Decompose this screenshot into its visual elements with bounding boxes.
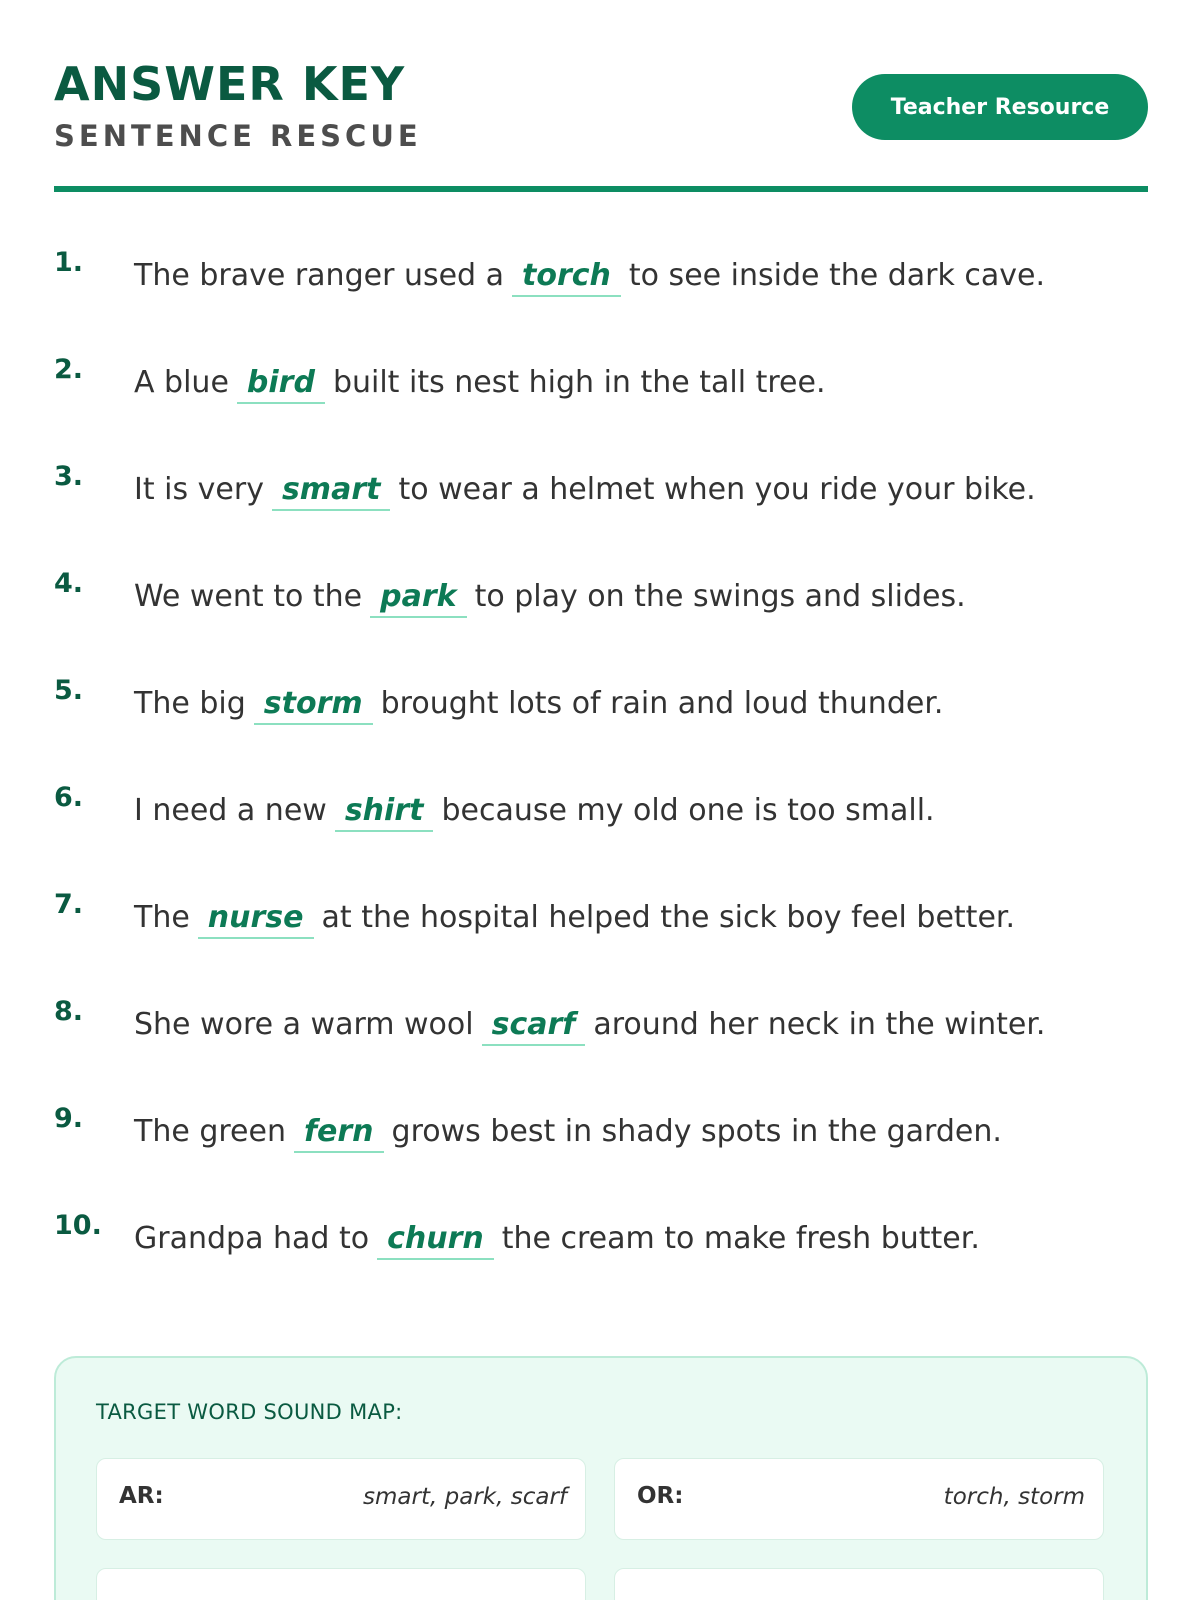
sentence-after: to see inside the dark cave. bbox=[628, 258, 1046, 293]
answer-blank: storm bbox=[254, 685, 373, 725]
sentence-before: The big bbox=[134, 686, 246, 721]
sentence-after: because my old one is too small. bbox=[441, 793, 935, 828]
answer-blank: nurse bbox=[198, 899, 314, 939]
sentence-after: brought lots of rain and loud thunder. bbox=[380, 686, 944, 721]
question-number: 2. bbox=[54, 354, 84, 385]
answer-blank: scarf bbox=[482, 1006, 586, 1046]
sentence-after: to play on the swings and slides. bbox=[474, 579, 966, 614]
question-item bbox=[54, 353, 1148, 460]
sound-group-card bbox=[96, 1458, 586, 1540]
sentence-before: A blue bbox=[134, 365, 229, 400]
sound-group-words: smart, park, scarf bbox=[363, 1484, 567, 1510]
question-item bbox=[54, 460, 1148, 567]
sentence-before: I need a new bbox=[134, 793, 327, 828]
question-sentence bbox=[134, 1005, 1045, 1046]
sound-group-card bbox=[614, 1458, 1104, 1540]
sentence-before: Grandpa had to bbox=[134, 1221, 370, 1256]
sound-map-panel bbox=[54, 1356, 1148, 1600]
question-number: 7. bbox=[54, 889, 84, 920]
sentence-before: We went to the bbox=[134, 579, 363, 614]
answer-key-page bbox=[54, 0, 1148, 1600]
question-item bbox=[54, 674, 1148, 781]
page-subtitle: SENTENCE RESCUE bbox=[54, 119, 422, 153]
sound-group-words: torch, storm bbox=[943, 1484, 1085, 1510]
sentence-after: the cream to make fresh butter. bbox=[501, 1221, 980, 1256]
question-number: 10. bbox=[54, 1210, 102, 1241]
question-sentence bbox=[134, 256, 1045, 297]
question-item bbox=[54, 1209, 1148, 1316]
answer-blank: park bbox=[370, 578, 466, 618]
question-sentence bbox=[134, 470, 1036, 511]
sound-group-label: OR: bbox=[637, 1483, 684, 1509]
question-sentence bbox=[134, 363, 825, 404]
question-number: 1. bbox=[54, 247, 84, 278]
answer-blank: torch bbox=[512, 257, 621, 297]
question-item bbox=[54, 781, 1148, 888]
question-item bbox=[54, 888, 1148, 995]
answer-blank: bird bbox=[237, 364, 325, 404]
sentence-before: She wore a warm wool bbox=[134, 1007, 474, 1042]
sentence-after: around her neck in the winter. bbox=[593, 1007, 1046, 1042]
sentence-before: It is very bbox=[134, 472, 264, 507]
question-number: 8. bbox=[54, 996, 84, 1027]
sentence-before: The green bbox=[134, 1114, 286, 1149]
sentence-after: built its nest high in the tall tree. bbox=[332, 365, 826, 400]
sentence-after: to wear a helmet when you ride your bike. bbox=[398, 472, 1036, 507]
question-sentence bbox=[134, 791, 935, 832]
question-number: 5. bbox=[54, 675, 84, 706]
answer-blank: smart bbox=[272, 471, 391, 511]
answer-blank: fern bbox=[294, 1113, 384, 1153]
question-item bbox=[54, 567, 1148, 674]
answer-blank: shirt bbox=[335, 792, 434, 832]
sentence-after: at the hospital helped the sick boy feel better. bbox=[321, 900, 1016, 935]
question-number: 6. bbox=[54, 782, 84, 813]
question-number: 4. bbox=[54, 568, 84, 599]
sentence-after: grows best in shady spots in the garden. bbox=[391, 1114, 1002, 1149]
question-sentence bbox=[134, 1219, 980, 1260]
page-title: ANSWER KEY bbox=[54, 57, 406, 111]
question-item bbox=[54, 246, 1148, 353]
sentence-before: The bbox=[134, 900, 190, 935]
question-sentence bbox=[134, 898, 1015, 939]
teacher-resource-badge: Teacher Resource bbox=[852, 74, 1148, 140]
sound-group-card-partial bbox=[614, 1568, 1104, 1600]
header-divider bbox=[54, 186, 1148, 192]
question-sentence bbox=[134, 684, 943, 725]
question-item bbox=[54, 1102, 1148, 1209]
header bbox=[54, 56, 1148, 190]
sound-group-card-partial bbox=[96, 1568, 586, 1600]
sound-group-label: AR: bbox=[119, 1483, 164, 1509]
sound-map-heading: TARGET WORD SOUND MAP: bbox=[96, 1400, 403, 1424]
question-sentence bbox=[134, 1112, 1002, 1153]
question-list bbox=[54, 246, 1148, 1316]
question-number: 9. bbox=[54, 1103, 84, 1134]
sentence-before: The brave ranger used a bbox=[134, 258, 505, 293]
answer-blank: churn bbox=[377, 1220, 494, 1260]
question-item bbox=[54, 995, 1148, 1102]
question-sentence bbox=[134, 577, 966, 618]
question-number: 3. bbox=[54, 461, 84, 492]
